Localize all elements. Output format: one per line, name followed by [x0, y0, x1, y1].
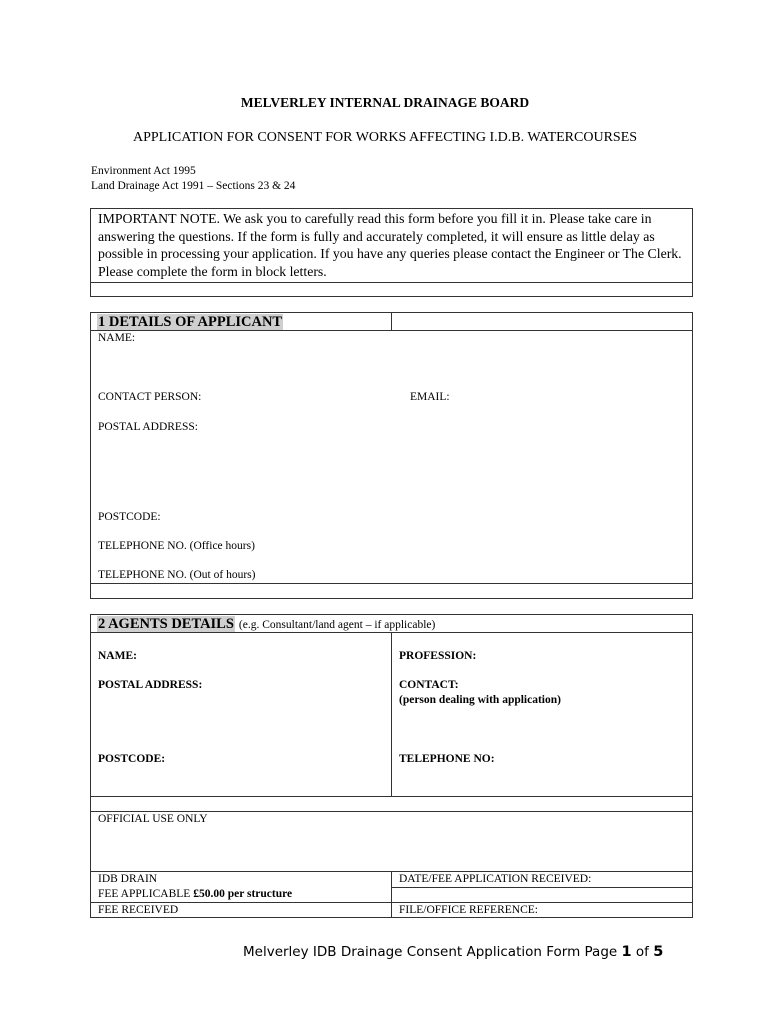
divider: [90, 584, 91, 598]
form-title: MELVERLEY INTERNAL DRAINAGE BOARD: [240, 95, 530, 110]
agent-telephone-label: TELEPHONE NO:: [399, 753, 495, 765]
section-2-heading: [97, 615, 435, 633]
date-fee-received-label: DATE/FEE APPLICATION RECEIVED:: [399, 873, 592, 885]
section-2-heading-note: (e.g. Consultant/land agent – if applicable): [238, 619, 436, 631]
contact-person-label: CONTACT PERSON:: [98, 391, 202, 403]
divider: [391, 871, 392, 918]
fee-applicable-row: [98, 888, 292, 900]
idb-drain-label: IDB DRAIN: [98, 873, 158, 885]
agent-postal-address-label: POSTAL ADDRESS:: [98, 679, 203, 691]
act-reference-2: Land Drainage Act 1991 – Sections 23 & 24: [91, 180, 296, 192]
divider: [391, 632, 392, 797]
fee-amount: £50.00 per structure: [193, 888, 293, 900]
agent-postcode-label: POSTCODE:: [98, 753, 166, 765]
applicant-name-label: NAME:: [98, 332, 136, 344]
act-reference-1: Environment Act 1995: [91, 165, 196, 177]
divider: [692, 584, 693, 598]
footer-text: Melverley IDB Drainage Consent Application Form Page: [243, 944, 618, 960]
page-number: 1: [621, 944, 632, 960]
agent-contact-label: CONTACT:: [399, 679, 459, 691]
postal-address-label: POSTAL ADDRESS:: [98, 421, 198, 433]
page-footer: [243, 944, 663, 960]
agent-contact-note: (person dealing with application): [399, 694, 561, 706]
fee-applicable-label: FEE APPLICABLE: [98, 888, 191, 900]
divider: [90, 598, 693, 599]
profession-label: PROFESSION:: [399, 650, 477, 662]
section-2-heading-text: 2 AGENTS DETAILS: [98, 616, 234, 632]
divider: [391, 312, 392, 330]
divider: [391, 887, 693, 888]
footer-of: of: [635, 944, 649, 960]
official-use-heading: OFFICIAL USE ONLY: [98, 813, 208, 825]
form-subtitle: APPLICATION FOR CONSENT FOR WORKS AFFECTING I.D.B. WATERCOURSES: [132, 130, 638, 145]
file-reference-label: FILE/OFFICE REFERENCE:: [399, 904, 538, 916]
email-label: EMAIL:: [410, 391, 450, 403]
divider: [90, 797, 91, 811]
section-1-heading-text: 1 DETAILS OF APPLICANT: [98, 314, 283, 330]
important-note-text: IMPORTANT NOTE. We ask you to carefully read this form before you fill it in. Please take care in answering the questions. If the form is fully and accurately completed, it will ensure as little delay as possible in processing your application. If you have any queries please contact the Engineer or The Clerk. Please complete the form in block letters.: [98, 211, 682, 279]
agent-name-label: NAME:: [98, 650, 137, 662]
divider: [90, 282, 693, 283]
divider: [692, 797, 693, 811]
telephone-office-label: TELEPHONE NO. (Office hours): [98, 540, 255, 552]
postcode-label: POSTCODE:: [98, 511, 161, 523]
section-1-heading: [97, 313, 283, 331]
page-total: 5: [653, 944, 664, 960]
fee-received-label: FEE RECEIVED: [98, 904, 179, 916]
telephone-out-label: TELEPHONE NO. (Out of hours): [98, 569, 256, 581]
